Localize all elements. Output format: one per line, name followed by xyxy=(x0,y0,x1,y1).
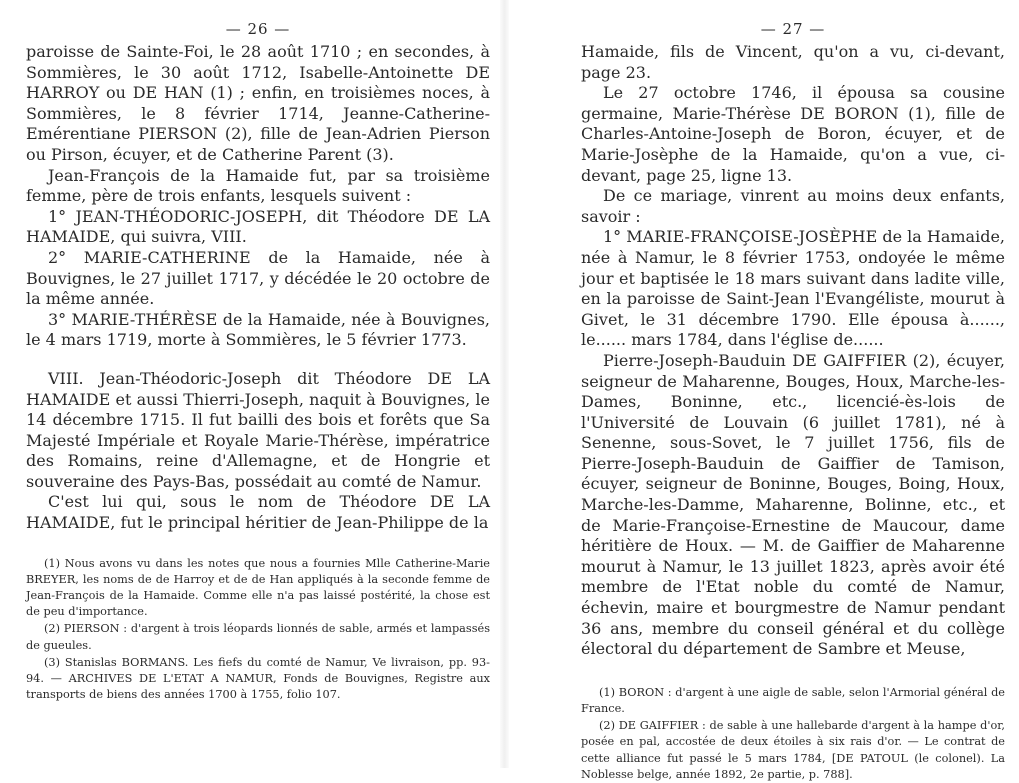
body-text xyxy=(26,42,490,534)
list-item: 2° MARIE-CATHERINE de la Hamaide, née à Bouvignes, le 27 juillet 1717, y décédée le 20 octobre de la même année. xyxy=(26,247,490,309)
right-page xyxy=(509,0,1019,781)
footnote: (1) Nous avons vu dans les notes que nous a fournies Mlle Catherine-Marie BREYER, les noms de de Harroy et de de Han appliqués à la seconde femme de Jean-François de la Hamaide. Comme elle n'a pas laissé postérité, la chose est de peu d'importance. xyxy=(26,556,490,619)
footnote: (1) BORON : d'argent à une aigle de sable, selon l'Armorial général de France. xyxy=(581,685,1005,716)
footnote: (3) Stanislas BORMANS. Les fiefs du comté de Namur, Ve livraison, pp. 93-94. — ARCHIVES DE L'ETAT A NAMUR, Fonds de Bouvignes, Registre aux transports de biens des années 1700 à 1755, folio 107. xyxy=(26,655,490,702)
footnotes xyxy=(26,556,490,704)
page-number: — 27 — xyxy=(760,20,826,38)
list-item: 1° JEAN-THÉODORIC-JOSEPH, dit Théodore DE LA HAMAIDE, qui suivra, VIII. xyxy=(26,206,490,247)
body-text xyxy=(581,42,1005,660)
footnotes xyxy=(581,685,1005,783)
paragraph: C'est lui qui, sous le nom de Théodore DE LA HAMAIDE, fut le principal héritier de Jean-Philippe de la xyxy=(26,492,490,533)
book-gutter xyxy=(500,0,509,768)
paragraph: Pierre-Joseph-Bauduin DE GAIFFIER (2), écuyer, seigneur de Maharenne, Bouges, Houx, Marche-les-Dames, Boninne, etc., licencié-ès-lois de l'Université de Louvain (6 juillet 1781), né à Senenne, sous-Sovet, le 7 juillet 1756, fils de Pierre-Joseph-Bauduin de Gaiffier de Tamison, écuyer, seigneur de Boninne, Bouges, Boing, Houx, Marche-les-Damme, Maharenne, Bolinne, etc., et de Marie-Françoise-Ernestine de Maucour, dame héritière de Houx. — M. de Gaiffier de Maharenne mourut à Namur, le 13 juillet 1823, après avoir été membre de l'Etat noble du comté de Namur, échevin, maire et bourgmestre de Namur pendant 36 ans, membre du conseil général et du collège électoral du département de Sambre et Meuse, xyxy=(581,350,1005,659)
paragraph: paroisse de Sainte-Foi, le 28 août 1710 ; en secondes, à Sommières, le 30 août 1712, Isabelle-Antoinette DE HARROY ou DE HAN (1) ; enfin, en troisièmes noces, à Sommières, le 8 février 1714, Jeanne-Catherine-Emérentiane PIERSON (2), fille de Jean-Adrien Pierson ou Pirson, écuyer, et de Catherine Parent (3). xyxy=(26,42,490,164)
paragraph: Hamaide, fils de Vincent, qu'on a vu, ci-devant, page 23. xyxy=(581,42,1005,82)
left-page xyxy=(0,0,500,768)
list-item: 3° MARIE-THÉRÈSE de la Hamaide, née à Bouvignes, le 4 mars 1719, morte à Sommières, le 5 février 1773. xyxy=(26,309,490,350)
section-heading-paragraph: VIII. Jean-Théodoric-Joseph dit Théodore DE LA HAMAIDE et aussi Thierri-Joseph, naquit à Bouvignes, le 14 décembre 1715. Il fut bailli des bois et forêts que Sa Majesté Impériale et Royale Marie-Thérèse, impératrice des Romains, reine d'Allemagne, et de Hongrie et souveraine des Pays-Bas, possédait au comté de Namur. xyxy=(26,368,490,491)
list-item: 1° MARIE-FRANÇOISE-JOSÈPHE de la Hamaide, née à Namur, le 8 février 1753, ondoyée le même jour et baptisée le 18 mars suivant dans ladite ville, en la paroisse de Saint-Jean l'Evangéliste, mourut à Givet, le 31 décembre 1790. Elle épousa à......, le...... mars 1784, dans l'église de...... xyxy=(581,227,1005,350)
paragraph: De ce mariage, vinrent au moins deux enfants, savoir : xyxy=(581,186,1005,226)
page-number: — 26 — xyxy=(225,20,291,38)
footnote: (2) DE GAIFFIER : de sable à une hallebarde d'argent à la hampe d'or, posée en pal, accostée de deux étoiles à six rais d'or. — Le contrat de cette alliance fut passé le 5 mars 1784, [DE PATOUL (le colonel). La Noblesse belge, année 1892, 2e partie, p. 788]. xyxy=(581,719,1005,781)
footnote: (2) PIERSON : d'argent à trois léopards lionnés de sable, armés et lampassés de gueules. xyxy=(26,622,490,652)
paragraph: Le 27 octobre 1746, il épousa sa cousine germaine, Marie-Thérèse DE BORON (1), fille de Charles-Antoine-Joseph de Boron, écuyer, et de Marie-Josèphe de la Hamaide, qu'on a vue, ci-devant, page 25, ligne 13. xyxy=(581,83,1005,185)
paragraph: Jean-François de la Hamaide fut, par sa troisième femme, père de trois enfants, lesquels suivent : xyxy=(26,165,490,206)
